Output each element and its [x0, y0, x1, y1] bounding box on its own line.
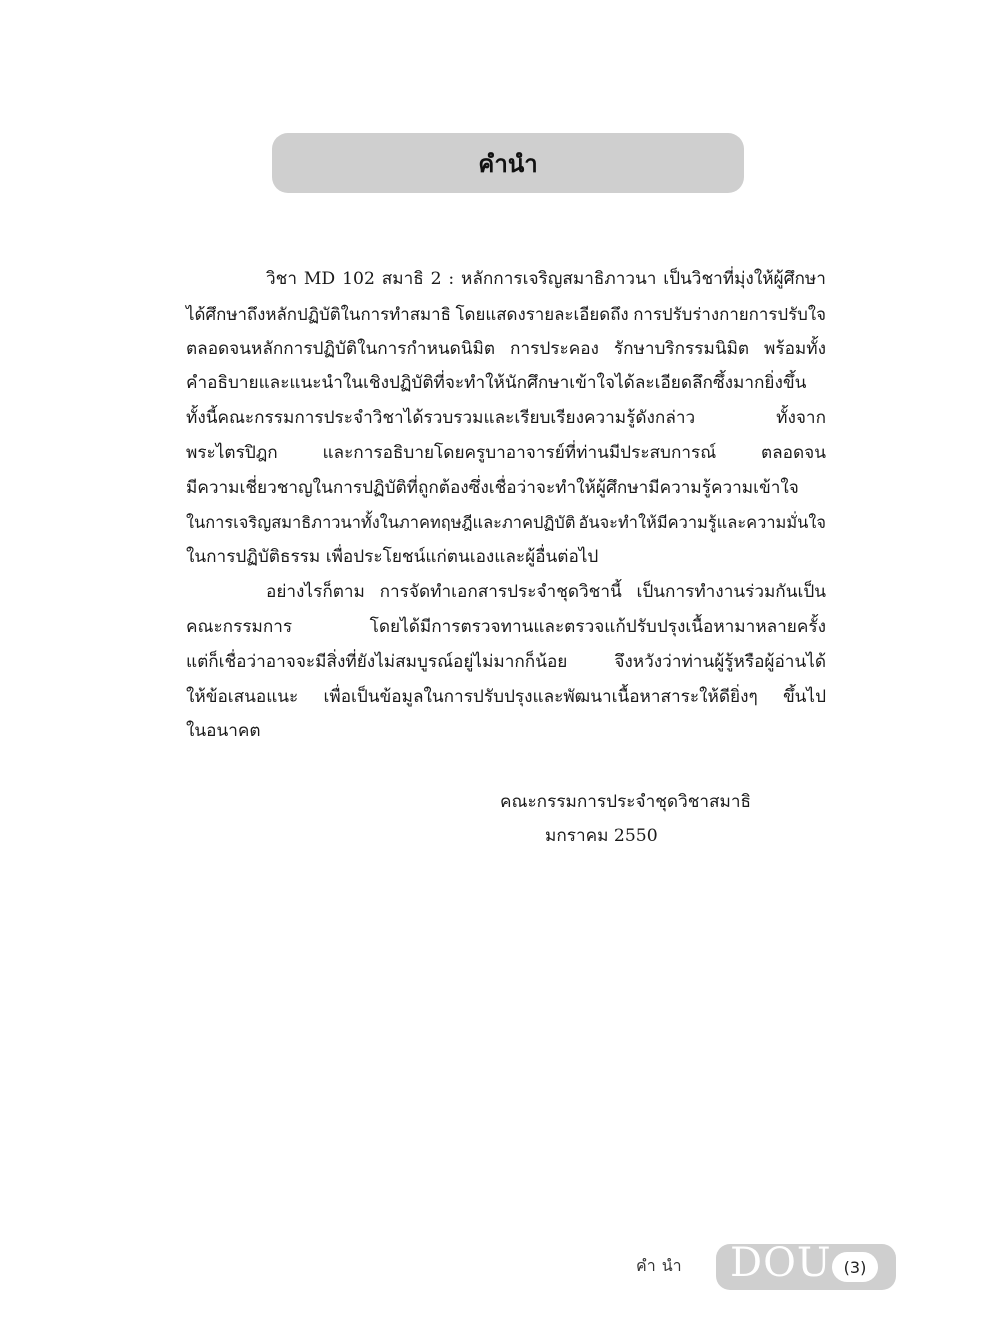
- page-title: คำนำ: [478, 149, 538, 178]
- footer-brand-logo: DOU: [730, 1240, 832, 1286]
- footer-section-label: คำนำ: [636, 1256, 688, 1275]
- paragraph-line: วิชา MD 102 สมาธิ 2 : หลักการเจริญสมาธิภาวนา เป็นวิชาที่มุ่งให้ผู้ศึกษา: [266, 269, 826, 289]
- paragraph-line: คณะกรรมการ โดยได้มีการตรวจทานและตรวจแก้ปรับปรุงเนื้อหามาหลายครั้ง: [186, 616, 826, 637]
- paragraph-line: ในการปฏิบัติธรรม เพื่อประโยชน์แก่ตนเองและผู้อื่นต่อไป: [186, 547, 599, 568]
- paragraph-line: มีความเชี่ยวชาญในการปฏิบัติที่ถูกต้องซึ่งเชื่อว่าจะทำให้ผู้ศึกษามีความรู้ความเข้าใจ: [186, 477, 799, 498]
- signature-committee: คณะกรรมการประจำชุดวิชาสมาธิ: [500, 792, 752, 812]
- paragraph-line: ในอนาคต: [186, 721, 261, 742]
- paragraph-line: ตลอดจนหลักการปฏิบัติในการกำหนดนิมิต การประคอง รักษาบริกรรมนิมิต พร้อมทั้ง: [186, 338, 826, 359]
- page-title-banner: [272, 133, 744, 193]
- paragraph-line: คำอธิบายและแนะนำในเชิงปฏิบัติที่จะทำให้นักศึกษาเข้าใจได้ละเอียดลึกซึ้งมากยิ่งขึ้น: [186, 373, 807, 394]
- paragraph-line: ได้ศึกษาถึงหลักปฏิบัติในการทำสมาธิ โดยแสดงรายละเอียดถึง การปรับร่างกายการปรับใจ: [186, 303, 826, 324]
- signature-date: มกราคม 2550: [545, 826, 658, 846]
- paragraph-line: แต่ก็เชื่อว่าอาจจะมีสิ่งที่ยังไม่สมบูรณ์อยู่ไม่มากก็น้อย จึงหวังว่าท่านผู้รู้หรือผู้อ่านได้: [186, 651, 826, 672]
- paragraph-line: พระไตรปิฎก และการอธิบายโดยครูบาอาจารย์ที่ท่านมีประสบการณ์ ตลอดจน: [186, 442, 826, 463]
- paragraph-line: อย่างไรก็ตาม การจัดทำเอกสารประจำชุดวิชานี้ เป็นการทำงานร่วมกันเป็น: [266, 582, 826, 603]
- preface-body: [186, 262, 826, 749]
- paragraph-line: ให้ข้อเสนอแนะ เพื่อเป็นข้อมูลในการปรับปรุงและพัฒนาเนื้อหาสาระให้ดียิ่งๆ ขึ้นไป: [186, 686, 826, 707]
- paragraph-line: ในการเจริญสมาธิภาวนาทั้งในภาคทฤษฎีและภาคปฏิบัติ อันจะทำให้มีความรู้และความมั่นใจ: [186, 512, 826, 532]
- signature-block: [500, 785, 800, 853]
- paragraph-line: ทั้งนี้คณะกรรมการประจำวิชาได้รวบรวมและเรียบเรียงความรู้ดังกล่าว ทั้งจาก: [186, 408, 826, 429]
- page-number: (3): [832, 1252, 878, 1282]
